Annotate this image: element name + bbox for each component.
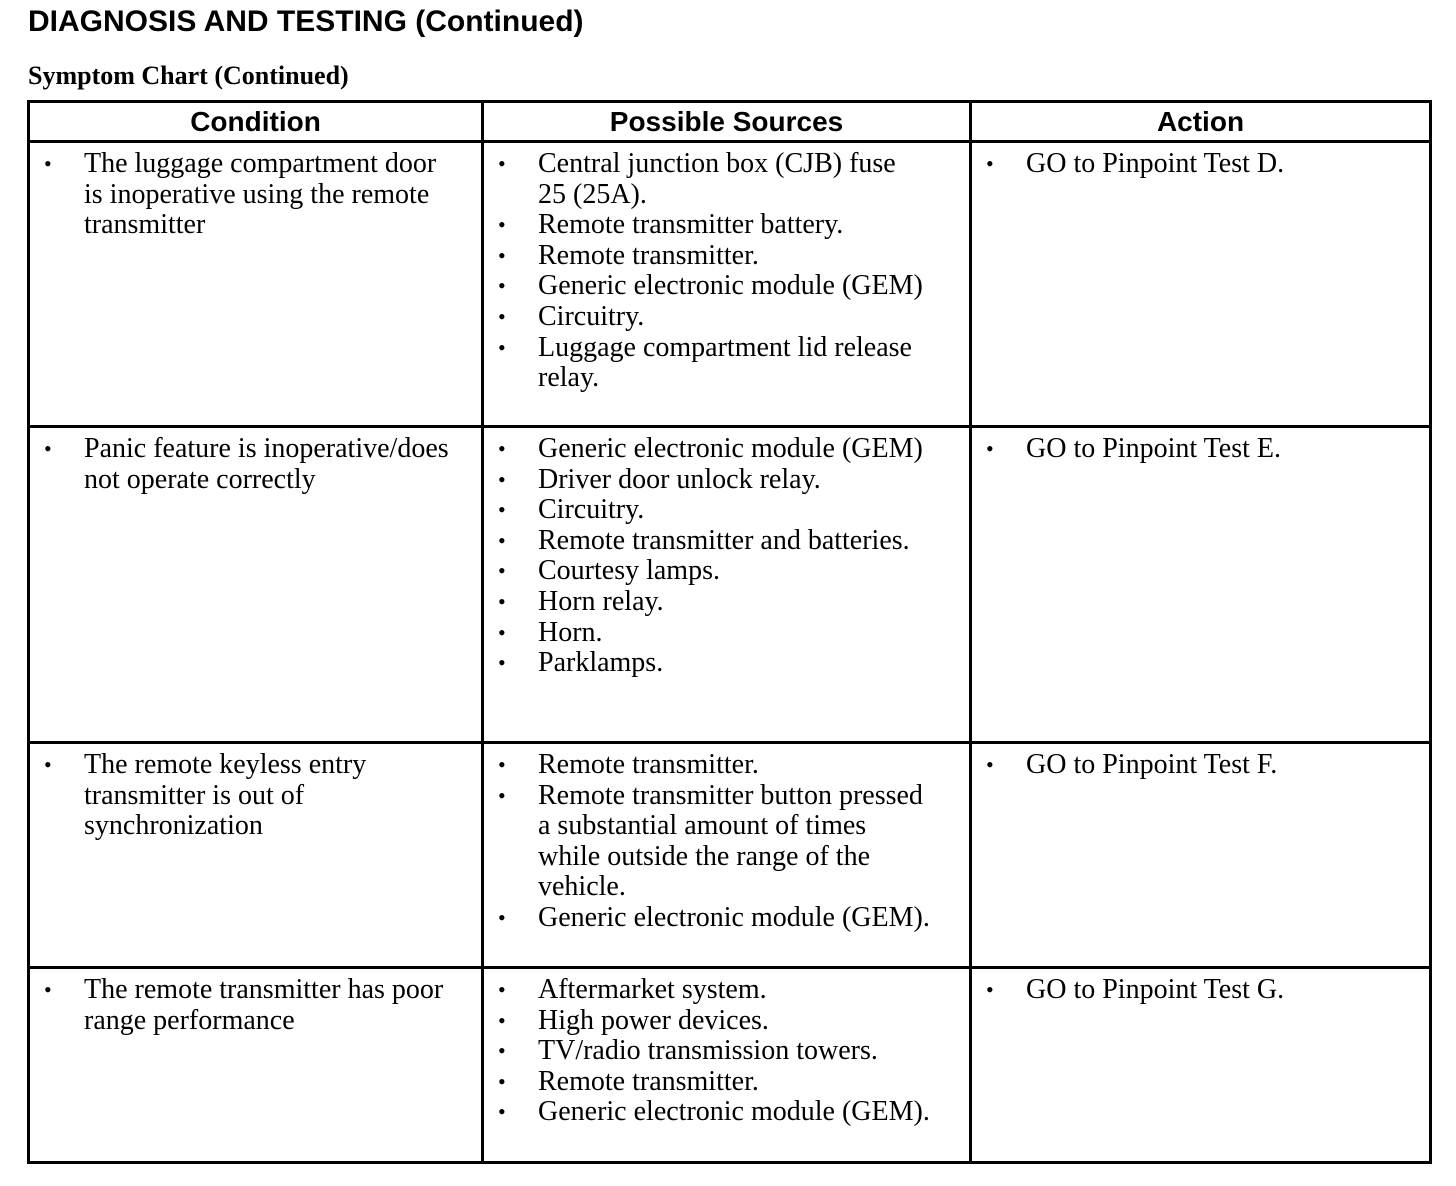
action-item	[972, 975, 1429, 1006]
possible-source-item-text: Remote transmitter and batteries.	[538, 524, 910, 556]
possible-source-item-text: Central junction box (CJB) fuse 25 (25A).	[538, 148, 896, 210]
condition-item-text: Panic feature is inoperative/does not operate correctly	[84, 433, 449, 495]
bullet-list	[30, 969, 481, 1036]
possible-source-item	[484, 465, 969, 496]
condition-item	[30, 750, 481, 842]
bullet-icon: •	[44, 977, 52, 1002]
bullet-icon: •	[498, 1007, 506, 1033]
possible-source-item-text: Parklamps.	[538, 647, 664, 679]
condition-item	[30, 975, 481, 1036]
bullet-icon: •	[498, 273, 506, 299]
condition-cell	[29, 142, 483, 427]
table-row	[29, 968, 1431, 1163]
possible-source-item	[484, 556, 969, 587]
bullet-list	[972, 969, 1429, 1006]
possible-source-item-text: Circuitry.	[538, 494, 645, 526]
action-item	[972, 434, 1429, 465]
bullet-list	[484, 143, 969, 394]
condition-item	[30, 434, 481, 495]
action-cell	[971, 743, 1431, 968]
column-header-possible-sources: Possible Sources	[483, 102, 971, 142]
possible-source-item-text: Luggage compartment lid release relay.	[538, 331, 912, 394]
possible-source-item-text: Courtesy lamps.	[538, 555, 720, 587]
possible-source-item-text: Generic electronic module (GEM)	[538, 433, 923, 464]
possible-source-item	[484, 149, 969, 210]
bullet-icon: •	[986, 151, 994, 176]
bullet-icon: •	[498, 497, 506, 523]
bullet-list	[972, 428, 1429, 465]
possible-source-item-text: Generic electronic module (GEM).	[538, 1096, 930, 1128]
bullet-icon: •	[498, 1099, 506, 1125]
action-item	[972, 750, 1429, 781]
condition-cell	[29, 968, 483, 1163]
bullet-icon: •	[986, 752, 994, 777]
bullet-list	[484, 969, 969, 1128]
action-item	[972, 149, 1429, 180]
bullet-list	[30, 744, 481, 842]
possible-source-item-text: Aftermarket system.	[538, 974, 767, 1005]
possible-source-item	[484, 1067, 969, 1098]
possible-source-item	[484, 618, 969, 649]
bullet-icon: •	[498, 904, 506, 930]
table-body	[29, 142, 1431, 1163]
action-item-text: GO to Pinpoint Test F.	[1026, 749, 1278, 780]
bullet-list	[484, 744, 969, 934]
possible-source-item-text: Remote transmitter button pressed a substantial amount of times while outside the range of the vehicle.	[538, 779, 923, 903]
bullet-icon: •	[498, 782, 506, 808]
possible-source-item	[484, 975, 969, 1006]
table-header-row	[29, 102, 1431, 142]
bullet-icon: •	[498, 212, 506, 238]
condition-cell	[29, 427, 483, 743]
possible-source-item	[484, 587, 969, 618]
action-cell	[971, 142, 1431, 427]
bullet-icon: •	[498, 303, 506, 329]
bullet-list	[30, 143, 481, 241]
possible-source-item	[484, 781, 969, 903]
bullet-icon: •	[498, 151, 506, 176]
bullet-icon: •	[498, 527, 506, 553]
possible-source-item	[484, 1036, 969, 1067]
condition-item	[30, 149, 481, 241]
bullet-icon: •	[498, 752, 506, 777]
bullet-icon: •	[44, 436, 52, 461]
action-item-text: GO to Pinpoint Test E.	[1026, 433, 1281, 464]
bullet-icon: •	[986, 977, 994, 1002]
bullet-icon: •	[498, 1038, 506, 1064]
chart-title: Symptom Chart (Continued)	[28, 61, 349, 90]
bullet-list	[484, 428, 969, 679]
possible-source-item-text: Remote transmitter.	[538, 749, 759, 780]
bullet-icon: •	[498, 619, 506, 645]
possible-source-item	[484, 750, 969, 781]
condition-item-text: The remote transmitter has poor range performance	[84, 974, 444, 1036]
possible-source-item-text: Remote transmitter battery.	[538, 209, 844, 241]
possible-source-item-text: Generic electronic module (GEM)	[538, 270, 923, 302]
possible-source-item	[484, 333, 969, 394]
bullet-icon: •	[498, 334, 506, 360]
possible-source-item	[484, 1097, 969, 1128]
action-item-text: GO to Pinpoint Test G.	[1026, 974, 1285, 1005]
bullet-icon: •	[498, 1068, 506, 1094]
possible-source-item	[484, 271, 969, 302]
possible-source-item	[484, 241, 969, 272]
possible-source-item-text: Remote transmitter.	[538, 1065, 759, 1097]
symptom-chart-table	[27, 100, 1432, 1164]
bullet-icon: •	[498, 558, 506, 584]
bullet-icon: •	[498, 650, 506, 676]
condition-item-text: The luggage compartment door is inoperative using the remote transmitter	[84, 148, 437, 241]
bullet-icon: •	[498, 588, 506, 614]
possible-source-item	[484, 302, 969, 333]
bullet-icon: •	[498, 436, 506, 461]
bullet-icon: •	[498, 242, 506, 268]
condition-cell	[29, 743, 483, 968]
table-row	[29, 427, 1431, 743]
possible-source-item-text: High power devices.	[538, 1004, 769, 1036]
possible-source-item-text: Generic electronic module (GEM).	[538, 901, 930, 933]
possible-source-item	[484, 495, 969, 526]
bullet-icon: •	[44, 151, 52, 176]
possible-sources-cell	[483, 427, 971, 743]
possible-source-item-text: Horn relay.	[538, 585, 664, 617]
bullet-list	[972, 744, 1429, 781]
column-header-action: Action	[971, 102, 1431, 142]
possible-sources-cell	[483, 968, 971, 1163]
possible-source-item-text: Circuitry.	[538, 300, 645, 332]
condition-item-text: The remote keyless entry transmitter is out of synchronization	[84, 749, 367, 842]
action-cell	[971, 968, 1431, 1163]
bullet-list	[972, 143, 1429, 180]
possible-source-item	[484, 903, 969, 934]
possible-sources-cell	[483, 142, 971, 427]
possible-source-item-text: Remote transmitter.	[538, 239, 759, 271]
bullet-icon: •	[498, 977, 506, 1002]
possible-source-item	[484, 210, 969, 241]
possible-source-item	[484, 1006, 969, 1037]
table-row	[29, 142, 1431, 427]
bullet-icon: •	[498, 466, 506, 492]
possible-source-item-text: Horn.	[538, 616, 603, 648]
possible-sources-cell	[483, 743, 971, 968]
action-item-text: GO to Pinpoint Test D.	[1026, 148, 1285, 179]
possible-source-item-text: Driver door unlock relay.	[538, 463, 821, 495]
table-row	[29, 743, 1431, 968]
column-header-condition: Condition	[29, 102, 483, 142]
possible-source-item-text: TV/radio transmission towers.	[538, 1035, 878, 1067]
page-heading: DIAGNOSIS AND TESTING (Continued)	[28, 5, 584, 38]
possible-source-item	[484, 434, 969, 465]
bullet-icon: •	[44, 752, 52, 777]
bullet-list	[30, 428, 481, 495]
bullet-icon: •	[986, 436, 994, 461]
possible-source-item	[484, 648, 969, 679]
action-cell	[971, 427, 1431, 743]
possible-source-item	[484, 526, 969, 557]
